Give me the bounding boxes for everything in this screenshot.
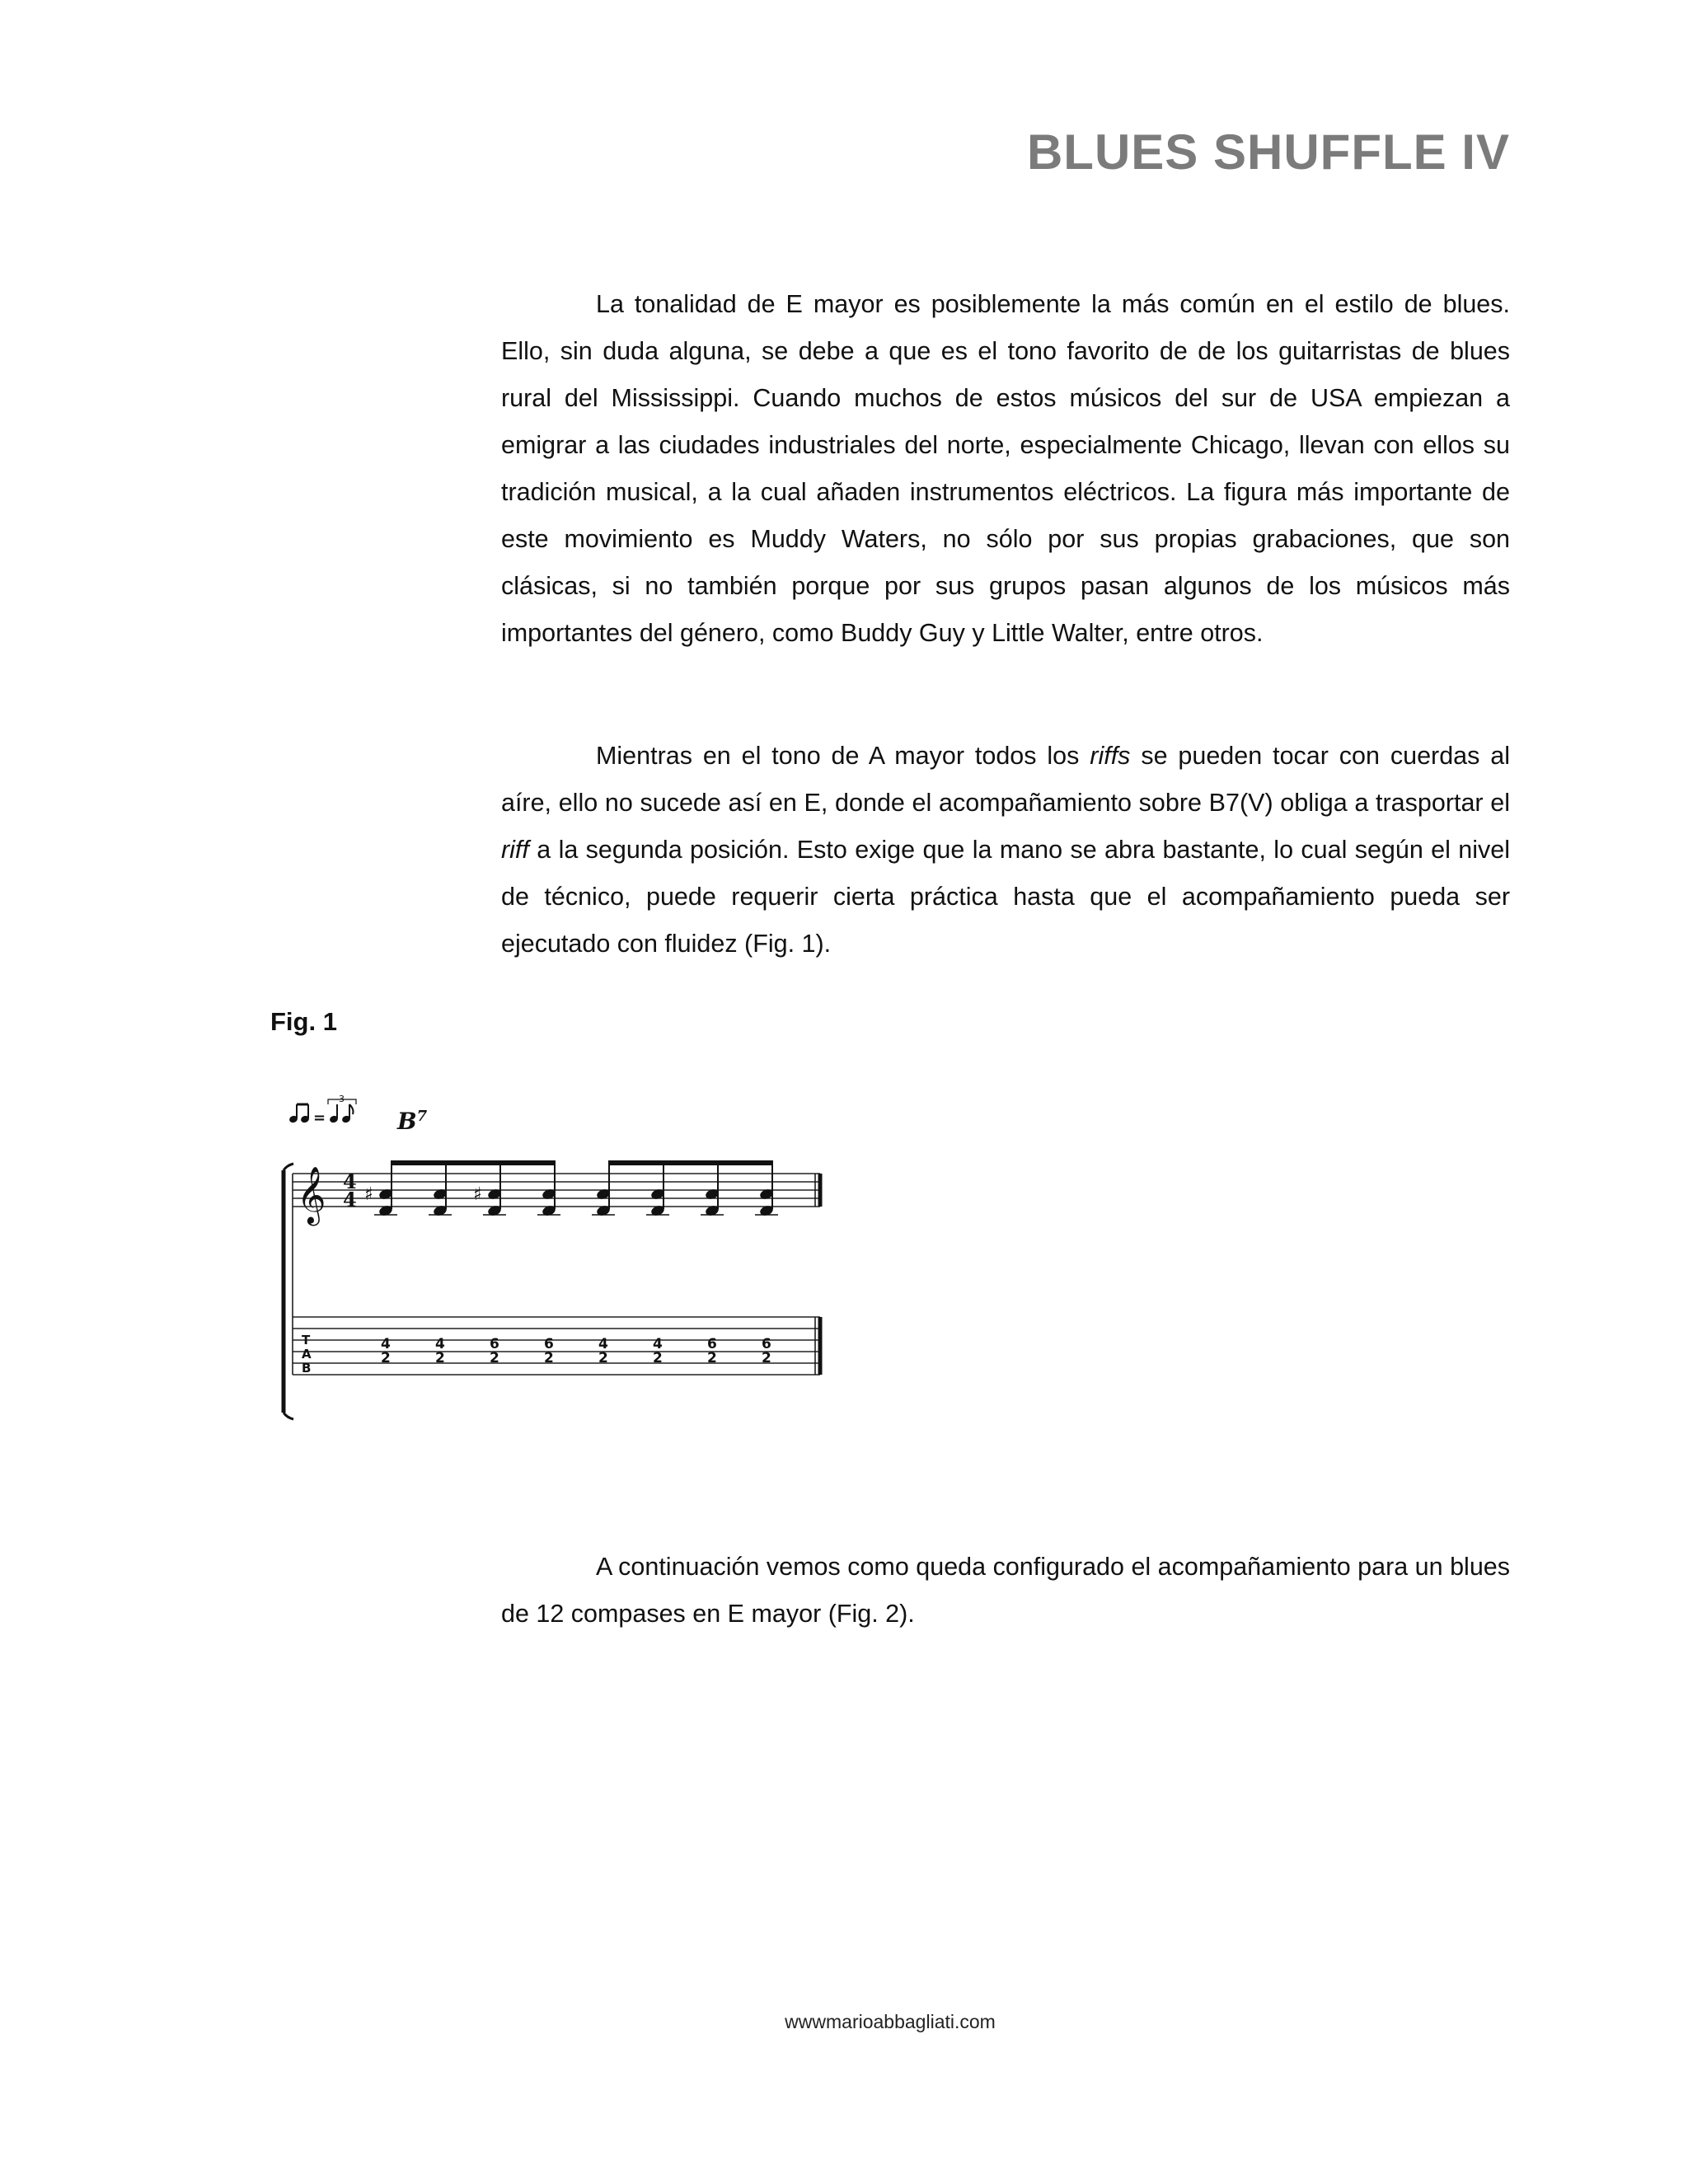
tab-fret-bottom: 2 bbox=[544, 1350, 554, 1366]
footer-url: wwwmarioabbagliati.com bbox=[785, 2011, 996, 2032]
beam-1 bbox=[391, 1160, 556, 1165]
tab-fret-top: 6 bbox=[490, 1336, 499, 1352]
swing-indicator bbox=[288, 1094, 356, 1127]
time-signature-bottom: 4 bbox=[343, 1188, 357, 1212]
final-barline bbox=[815, 1174, 820, 1375]
paragraph-riffs-text-b: se pueden tocar con cuerdas al aíre, ello no sucede así en E, donde el acompañamiento sobre B7(V) obliga a trasportar el bbox=[501, 742, 1511, 817]
paragraph-intro-text: La tonalidad de E mayor es posiblemente la más común en el estilo de blues. Ello, sin duda alguna, se debe a que es el tono favorito de de los guitarristas de blues rural del Mississippi. Cuando muchos de estos músicos del sur de USA empiezan a emigrar a las ciudades industriales del norte, especialmente Chicago, llevan con ellos su tradición musical, a la cual añaden instrumentos eléctricos. La figura más importante de este movimiento es Muddy Waters, no sólo por sus propias grabaciones, que son clásicas, si no también porque por sus grupos pasan algunos de los músicos más importantes del género, como Buddy Guy y Little Walter, entre otros. bbox=[501, 290, 1510, 647]
note-group bbox=[364, 1160, 778, 1217]
paragraph-riffs-text-a: Mientras en el tono de A mayor todos los bbox=[596, 742, 1090, 770]
tab-fret-bottom: 2 bbox=[598, 1350, 608, 1366]
paragraph-riffs bbox=[501, 733, 1510, 968]
paragraph-next-figure bbox=[501, 1544, 1510, 1638]
tab-fret-top: 6 bbox=[762, 1336, 771, 1352]
paragraph-intro bbox=[501, 281, 1510, 657]
tab-fret-top: 6 bbox=[544, 1336, 554, 1352]
swing-equals: = bbox=[313, 1109, 326, 1127]
tab-fret-top: 4 bbox=[381, 1336, 391, 1352]
tab-clef bbox=[302, 1333, 312, 1376]
riffs-italic: riffs bbox=[1090, 742, 1131, 770]
tab-fret-bottom: 2 bbox=[490, 1350, 499, 1366]
tab-fret-bottom: 2 bbox=[762, 1350, 771, 1366]
system-bracket bbox=[284, 1164, 293, 1419]
tab-fret-bottom: 2 bbox=[653, 1350, 663, 1366]
time-signature-top: 4 bbox=[343, 1169, 357, 1193]
tab-fret-bottom: 2 bbox=[381, 1350, 391, 1366]
sharp-icon: ♯ bbox=[473, 1184, 482, 1205]
tab-fret-top: 6 bbox=[707, 1336, 717, 1352]
tab-fret-top: 4 bbox=[653, 1336, 663, 1352]
triplet-number: 3 bbox=[339, 1094, 345, 1104]
music-notation-figure bbox=[264, 1080, 841, 1426]
tab-clef-b: B bbox=[302, 1361, 312, 1376]
page-title: BLUES SHUFFLE IV bbox=[1026, 124, 1510, 180]
beam-2 bbox=[608, 1160, 773, 1165]
tab-fret-bottom: 2 bbox=[707, 1350, 717, 1366]
sharp-icon: ♯ bbox=[364, 1184, 373, 1205]
paragraph-riffs-text-c: a la segunda posición. Esto exige que la mano se abra bastante, lo cual según el nivel de técnico, puede requerir cierta práctica hasta que el acompañamiento pueda ser ejecutado con fluidez (Fig. 1). bbox=[501, 836, 1510, 958]
treble-clef-icon: 𝄞 bbox=[297, 1166, 326, 1224]
tab-clef-a: A bbox=[302, 1347, 312, 1361]
riff-italic: riff bbox=[501, 836, 529, 864]
tab-fret-top: 4 bbox=[435, 1336, 445, 1352]
figure-label: Fig. 1 bbox=[270, 1007, 337, 1036]
tab-clef-t: T bbox=[302, 1333, 311, 1347]
tab-fret-bottom: 2 bbox=[435, 1350, 445, 1366]
paragraph-next-figure-text: A continuación vemos como queda configurado el acompañamiento para un blues de 12 compases en E mayor (Fig. 2). bbox=[501, 1553, 1510, 1628]
tab-staff bbox=[293, 1317, 820, 1375]
tab-fret-top: 4 bbox=[598, 1336, 608, 1352]
chord-symbol: $B^7$ bbox=[397, 1108, 428, 1135]
